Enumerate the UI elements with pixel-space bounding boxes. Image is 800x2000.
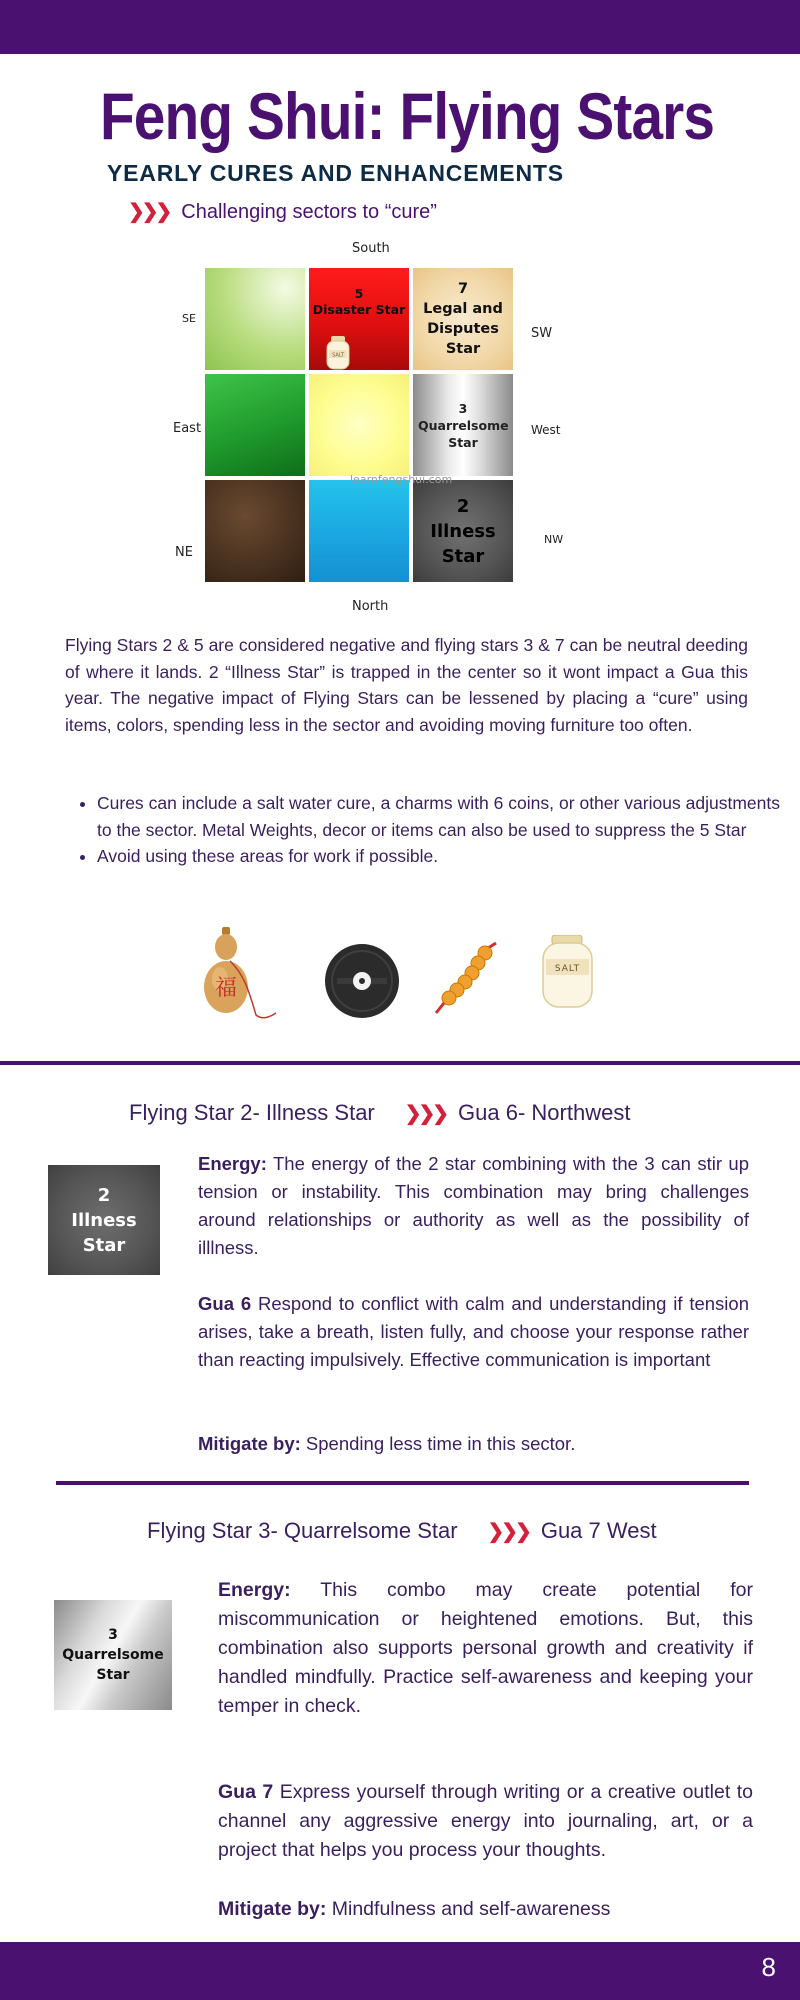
top-banner xyxy=(0,0,800,54)
page-number: 8 xyxy=(761,1952,776,1982)
mitigate-text: Mindfulness and self-awareness xyxy=(326,1898,611,1920)
gourd-icon xyxy=(200,925,280,1025)
salt-jar-icon xyxy=(326,336,350,370)
mitigate-text: Spending less time in this sector. xyxy=(300,1433,576,1454)
direction-north: North xyxy=(352,599,389,614)
page-subtitle: YEARLY CURES AND ENHANCEMENTS xyxy=(107,160,564,186)
gua-text: Express yourself through writing or a creative outlet to channel any aggressive energy into journaling, art, or a project that helps you process your thoughts. xyxy=(218,1781,754,1861)
section2-gua xyxy=(218,1778,753,1865)
mitigate-label: Mitigate by: xyxy=(198,1433,301,1454)
cure-list xyxy=(65,790,780,870)
section2-gua-title: Gua 7 West xyxy=(540,1518,657,1543)
direction-south: South xyxy=(352,241,390,256)
direction-east: East xyxy=(173,421,202,436)
salt-jar-label: SALT xyxy=(332,352,344,359)
grid-cell-ne xyxy=(205,480,305,582)
energy-label: Energy: xyxy=(218,1579,291,1601)
grid-cell-se xyxy=(205,268,305,370)
grid-cell-n xyxy=(309,480,409,582)
bottom-banner xyxy=(0,1942,800,2000)
grid-cell-sw xyxy=(413,268,513,370)
section2-energy xyxy=(218,1576,753,1721)
salt-jar-large-label: SALT xyxy=(554,964,581,974)
section-divider xyxy=(0,1061,800,1065)
direction-sw: SW xyxy=(531,326,553,341)
direction-ne: NE xyxy=(175,545,193,560)
grid-cell-nw xyxy=(413,480,513,582)
cell-nw-label: Illness Star xyxy=(430,520,496,567)
thumb-label: Quarrelsome Star xyxy=(62,1647,164,1683)
chevron-right-icon: ❯❯❯ xyxy=(404,1103,447,1125)
section-divider xyxy=(56,1481,749,1485)
chevron-right-icon: ❯❯❯ xyxy=(487,1521,529,1543)
section2-heading xyxy=(147,1518,657,1544)
cell-w-label: Quarrelsome Star xyxy=(418,417,509,450)
quarrelsome-star-thumbnail xyxy=(54,1600,172,1710)
direction-nw: NW xyxy=(544,533,564,546)
section1-heading xyxy=(129,1100,630,1126)
coin-charm-icon xyxy=(430,935,505,1015)
cell-nw-number: 2 xyxy=(456,495,470,517)
illness-star-thumbnail xyxy=(48,1165,160,1275)
salt-jar-large-icon xyxy=(540,935,595,1010)
cell-s-number: 5 xyxy=(354,286,364,301)
cell-s-label: Disaster Star xyxy=(312,302,406,317)
coin-weight-icon xyxy=(323,942,401,1020)
chevron-right-icon: ❯❯❯ xyxy=(128,201,170,223)
gua-text: Respond to conflict with calm and understanding if tension arises, take a breath, listen fully, and choose your response rather than reacting impulsively. Effective communication is important xyxy=(198,1293,749,1370)
gua-label: Gua 6 xyxy=(198,1293,252,1314)
grid-cell-s xyxy=(309,268,409,370)
cell-sw-number: 7 xyxy=(457,281,469,297)
section1-mitigate xyxy=(198,1430,749,1458)
section2-mitigate xyxy=(218,1895,753,1924)
thumb-number: 2 xyxy=(97,1184,111,1206)
thumb-label: Illness Star xyxy=(71,1209,137,1256)
mitigate-label: Mitigate by: xyxy=(218,1898,327,1920)
challenge-heading xyxy=(128,199,437,224)
direction-se: SE xyxy=(182,312,196,325)
gourd-character: 福 xyxy=(214,976,238,1001)
list-item: • Avoid using these areas for work if possible. xyxy=(97,843,780,870)
grid-cell-east xyxy=(205,374,305,476)
watermark: learnfengshui.com xyxy=(350,473,453,486)
energy-label: Energy: xyxy=(198,1153,267,1174)
section1-energy xyxy=(198,1150,749,1262)
energy-text: The energy of the 2 star combining with the 3 can stir up tension or instability. This combination may bring challenges around relationships or authority as well as the possibility of illlness. xyxy=(198,1153,749,1258)
gua-label: Gua 7 xyxy=(218,1781,274,1803)
direction-west: West xyxy=(531,423,561,437)
challenge-label: Challenging sectors to “cure” xyxy=(181,201,437,223)
section1-gua-title: Gua 6- Northwest xyxy=(458,1100,631,1125)
cell-sw-label: Legal and Disputes Star xyxy=(423,301,503,357)
section1-star-title: Flying Star 2- Illness Star xyxy=(129,1100,375,1125)
section1-gua xyxy=(198,1290,749,1374)
cell-w-number: 3 xyxy=(458,400,468,416)
section2-star-title: Flying Star 3- Quarrelsome Star xyxy=(147,1518,458,1543)
page-title: Feng Shui: Flying Stars xyxy=(100,79,715,153)
list-item: • Cures can include a salt water cure, a charms with 6 coins, or other various adjustments to the sector. Metal Weights, decor or items can also be used to suppress the 5 Star xyxy=(97,790,780,843)
intro-paragraph: Flying Stars 2 & 5 are considered negative and flying stars 3 & 7 can be neutral deeding of where it lands. 2 “Illness Star” is trapped in the center so it wont impact a Gua this year. The negative impact of Flying Stars can be lessened by placing a “cure” using items, colors, spending less in the sector and avoiding moving furniture too often. xyxy=(65,635,748,735)
energy-text: This combo may create potential for miscommunication or heightened emotions. But, this combination also supports personal growth and creativity if handled mindfully. Practice self-awareness and keeping your temper in check. xyxy=(218,1579,753,1717)
grid-cell-west xyxy=(413,374,513,476)
thumb-number: 3 xyxy=(108,1627,118,1643)
grid-cell-center xyxy=(309,374,409,476)
